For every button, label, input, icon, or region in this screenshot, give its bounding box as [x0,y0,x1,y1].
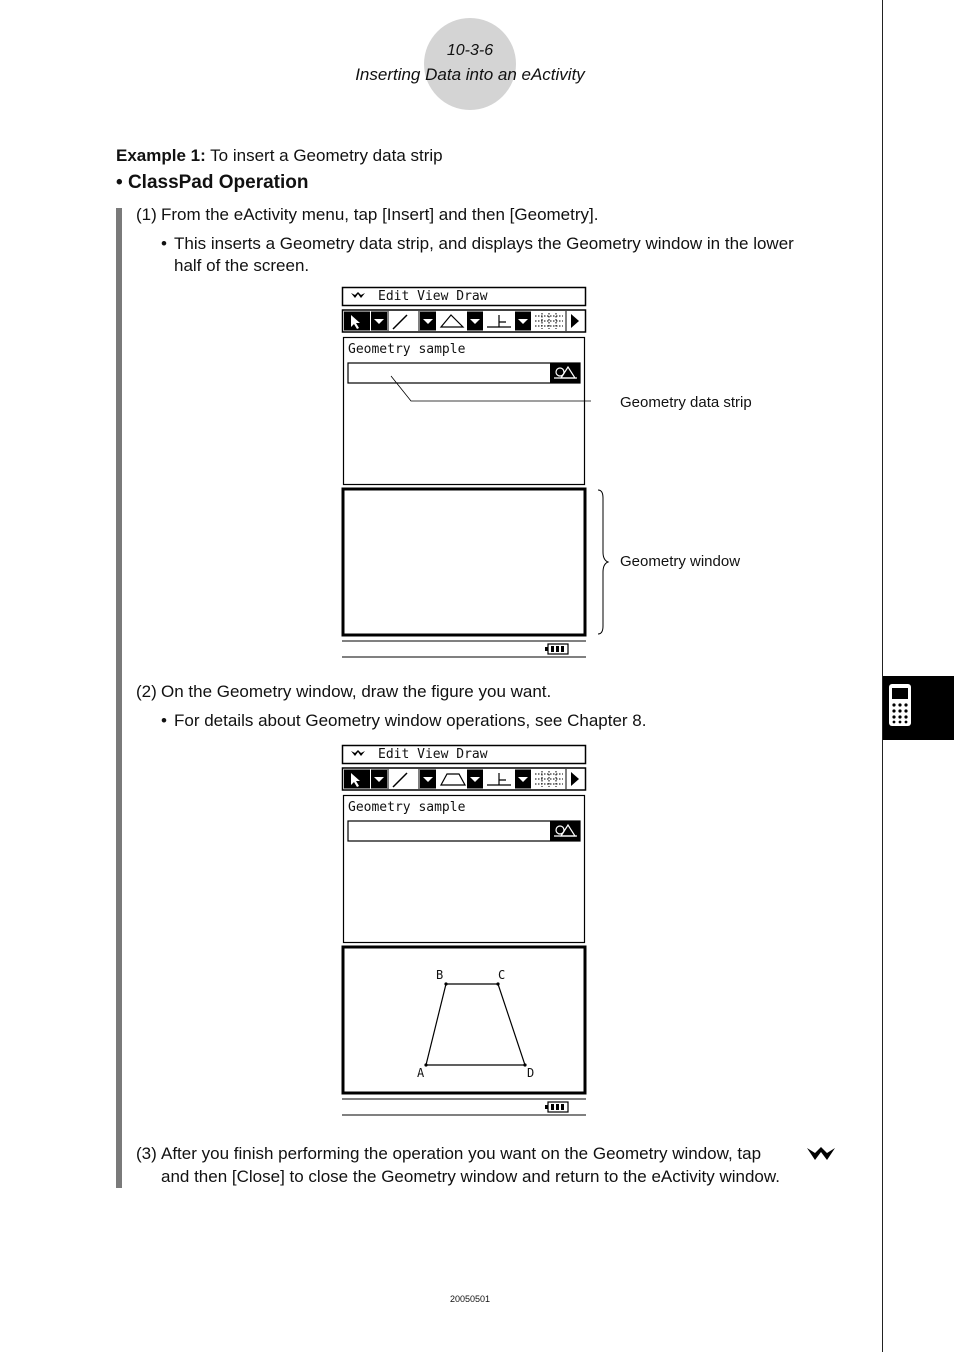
step-1-bullet-cont: half of the screen. [174,256,310,275]
menu-draw[interactable]: Draw [456,747,488,762]
menu-view[interactable]: View [417,747,449,762]
step-1-number: (1) [136,205,157,224]
example-line [116,145,443,167]
point-label-b: B [436,968,444,982]
callout-data-strip: Geometry data strip [620,394,752,411]
procedure-bar [116,208,122,1188]
page-number: 10-3-6 [446,42,494,59]
step-3-text-cont: and then [Close] to close the Geometry window and return to the eActivity window. [161,1167,780,1186]
screen1-menu [378,289,488,305]
screen2-menu [378,747,488,763]
point-label-c: C [498,968,506,982]
step-1-bullet-dot: • [161,234,167,253]
chapter-tab [883,676,954,740]
point-label-a: A [417,1066,425,1080]
step-2-text: On the Geometry window, draw the figure you want. [161,682,552,701]
menu-edit[interactable]: Edit [378,747,410,762]
menu-draw[interactable]: Draw [456,289,488,304]
menu-edit[interactable]: Edit [378,289,410,304]
step-3-text: After you finish performing the operation you want on the Geometry window, tap [161,1144,762,1163]
page-title: Inserting Data into an eActivity [355,65,585,84]
example-text: To insert a Geometry data strip [205,146,443,165]
menu-icon [806,1146,836,1162]
screenshot-1 [341,286,591,661]
example-label: Example 1: [116,146,206,165]
menu-view[interactable]: View [417,289,449,304]
header-circle [424,18,516,110]
step-1-text: From the eActivity menu, tap [Insert] and then [Geometry]. [161,205,599,224]
step-2-number: (2) [136,682,157,701]
battery-icon [545,644,568,654]
operation-heading-text: ClassPad Operation [127,172,309,193]
callout-geometry-window: Geometry window [620,553,741,570]
step-2-bullet-dot: • [161,711,167,730]
operation-heading [116,172,309,194]
screen2-strip-title: Geometry sample [348,800,466,815]
calculator-icon [883,676,954,740]
screenshot-2 [341,744,591,1119]
screen1-strip-title: Geometry sample [348,342,466,357]
step-2-bullet: For details about Geometry window operations, see Chapter 8. [174,711,647,730]
point-label-d: D [527,1066,535,1080]
window-brace [594,488,614,636]
footer-code: 20050501 [449,1294,491,1304]
step-1-bullet: This inserts a Geometry data strip, and displays the Geometry window in the lower [174,234,794,253]
bullet-dot: • [116,172,123,193]
step-3-number: (3) [136,1144,157,1163]
